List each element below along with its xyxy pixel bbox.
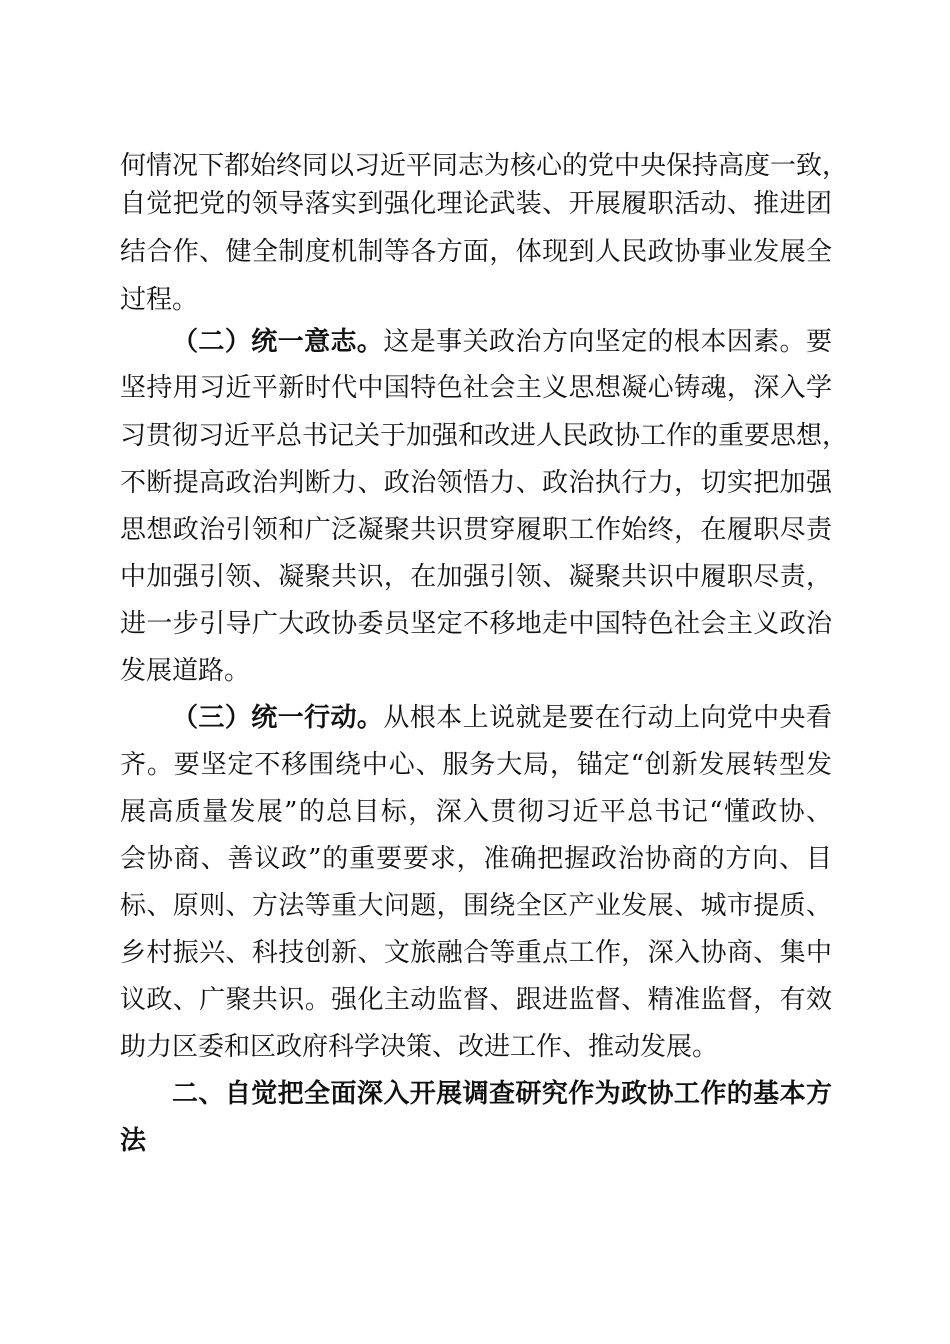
paragraph-2-line-2: 坚持用习近平新时代中国特色社会主义思想凝心铸魂，深入学 [120,373,832,403]
paragraph-3-line-7: 议政、广聚共识。强化主动监督、跟进监督、精准监督，有效 [120,985,832,1015]
paragraph-3-line-3: 展高质量发展”的总目标，深入贯彻习近平总书记“懂政协、 [120,797,832,827]
paragraph-2-line-5: 思想政治引领和广泛凝聚共识贯穿履职工作始终，在履职尽责 [120,515,832,545]
section-heading-line-2: 法 [120,1126,147,1156]
paragraph-2-line-6: 中加强引领、凝聚共识，在加强引领、凝聚共识中履职尽责， [120,562,832,592]
paragraph-3-line-1-text: 从根本上说就是要在行动上向党中央看 [383,703,832,733]
paragraph-2-line-1-text: 这是事关政治方向坚定的根本因素。要 [383,327,832,357]
paragraph-3-line-2: 齐。要坚定不移围绕中心、服务大局，锚定“创新发展转型发 [120,750,832,780]
paragraph-3-line-6: 乡村振兴、科技创新、文旅融合等重点工作，深入协商、集中 [120,938,832,968]
paragraph-1-line-4: 过程。 [120,285,199,315]
paragraph-2-label: （二）统一意志。 [172,327,384,357]
paragraph-1-line-3: 结合作、健全制度机制等各方面，体现到人民政协事业发展全 [120,237,832,267]
paragraph-1-line-1: 何情况下都始终同以习近平同志为核心的党中央保持高度一致， [120,151,849,181]
paragraph-3-line-4: 会协商、善议政”的重要要求，准确把握政治协商的方向、目 [120,844,832,874]
paragraph-3-line-5: 标、原则、方法等重大问题，围绕全区产业发展、城市提质、 [120,891,832,921]
paragraph-2-line-8: 发展道路。 [120,656,251,686]
paragraph-2-line-7: 进一步引导广大政协委员坚定不移地走中国特色社会主义政治 [120,609,832,639]
paragraph-2-line-4: 不断提高政治判断力、政治领悟力、政治执行力，切实把加强 [120,468,832,498]
paragraph-3-line-8: 助力区委和区政府科学决策、改进工作、推动发展。 [120,1032,719,1062]
paragraph-1-line-2: 自觉把党的领导落实到强化理论武装、开展履职活动、推进团 [120,189,832,219]
paragraph-2-line-1 [172,326,832,358]
paragraph-3-line-1 [172,702,832,734]
paragraph-3-label: （三）统一行动。 [172,703,384,733]
section-heading-line-1: 二、自觉把全面深入开展调查研究作为政协工作的基本方 [172,1079,832,1109]
paragraph-2-line-3: 习贯彻习近平总书记关于加强和改进人民政协工作的重要思想， [120,421,849,451]
